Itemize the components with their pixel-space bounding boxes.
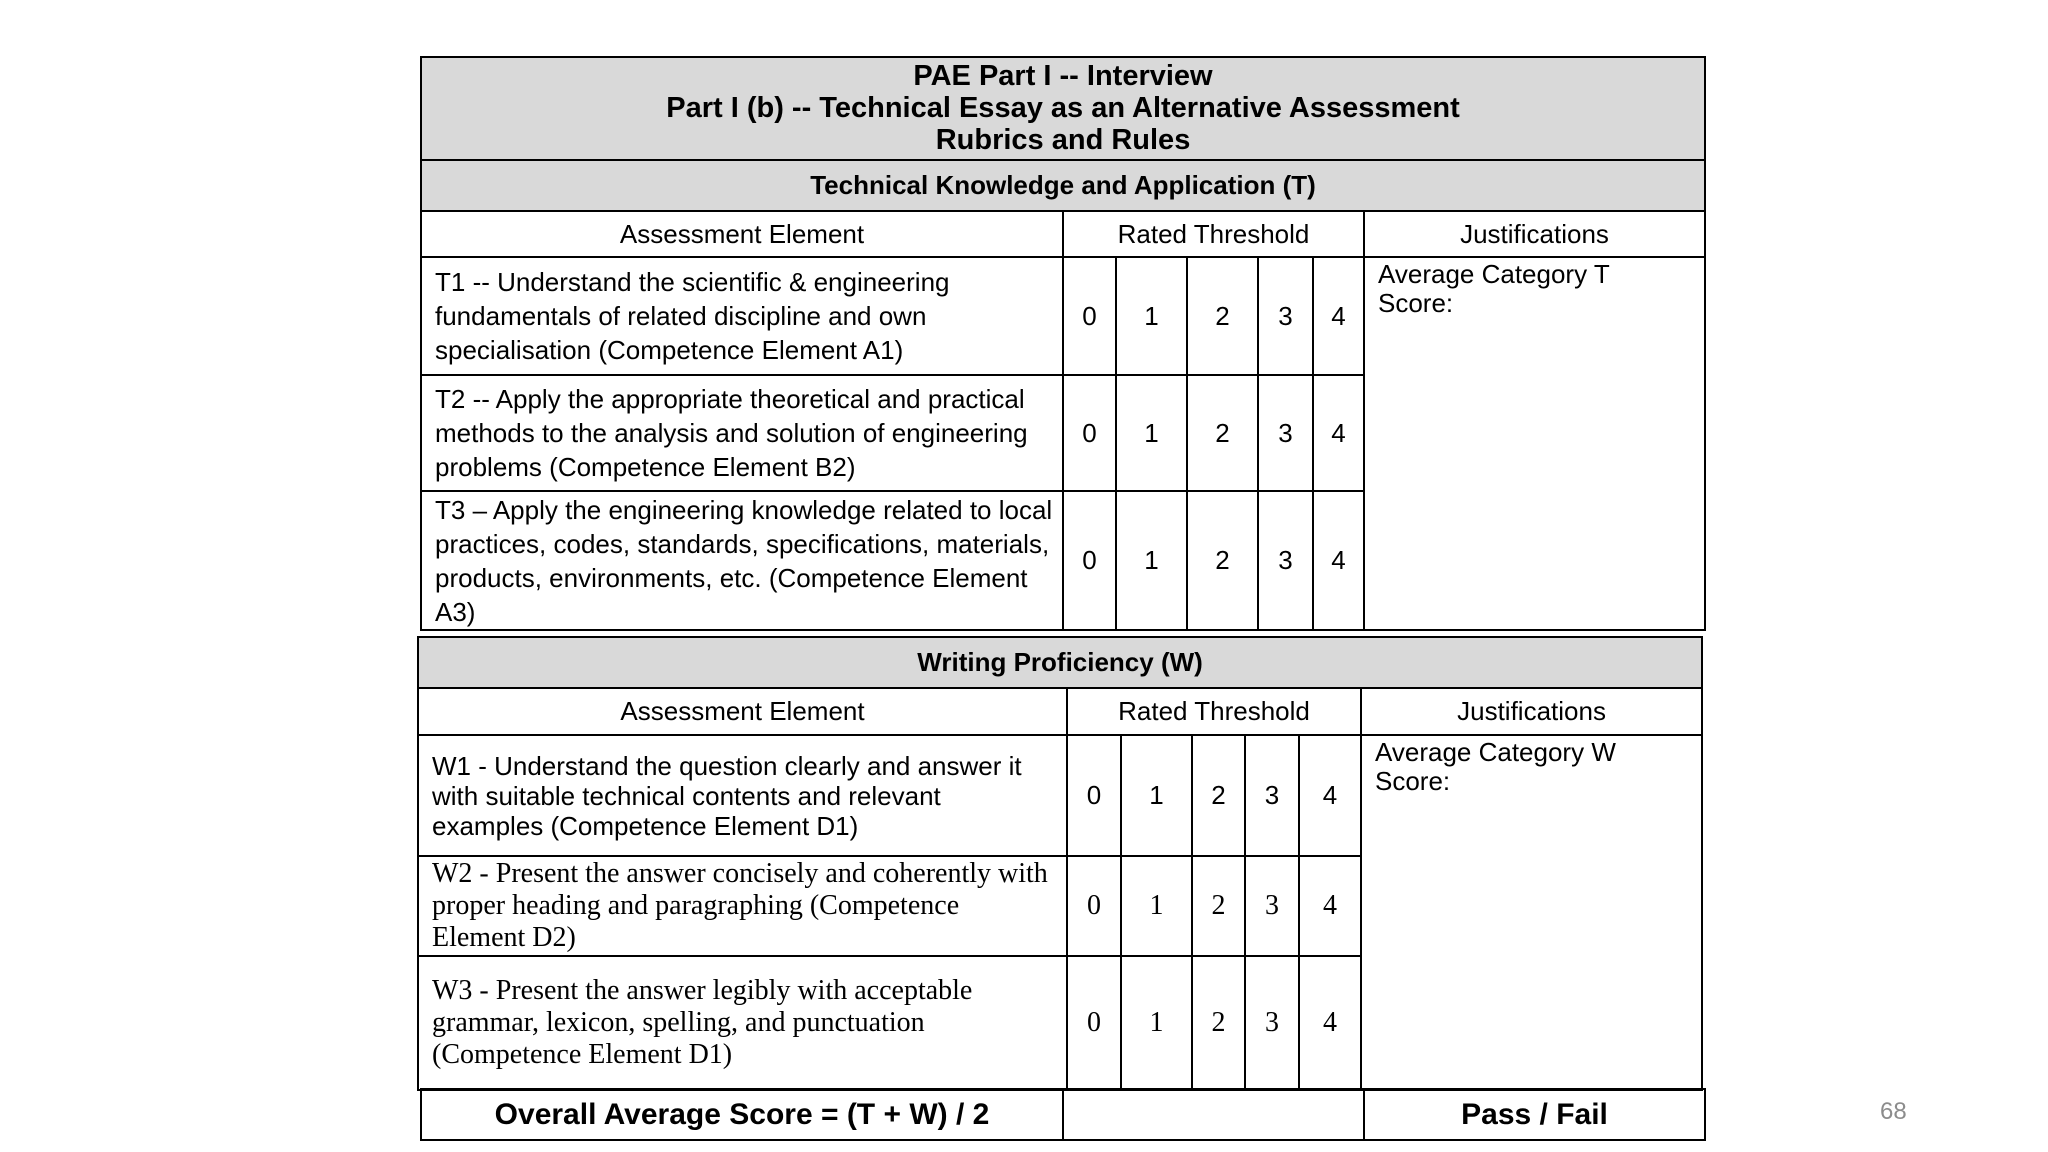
t3-score-3[interactable]: 3 xyxy=(1258,491,1313,630)
t2-score-1[interactable]: 1 xyxy=(1116,375,1187,491)
w2-score-3[interactable]: 3 xyxy=(1245,856,1299,956)
title-line-2: Part I (b) -- Technical Essay as an Alternative Assessment xyxy=(666,92,1460,124)
overall-score-value-cell[interactable] xyxy=(1063,1089,1364,1140)
writing-score-label: Score: xyxy=(1375,766,1451,796)
w1-element: W1 - Understand the question clearly and answer it with suitable technical contents and relevant examples (Competence Element D1) xyxy=(418,735,1067,856)
t2-score-0[interactable]: 0 xyxy=(1063,375,1116,491)
w2-score-0[interactable]: 0 xyxy=(1067,856,1121,956)
t1-score-0[interactable]: 0 xyxy=(1063,257,1116,375)
writing-justification-label: Average Category W xyxy=(1375,737,1616,767)
overall-average-score-label: Overall Average Score = (T + W) / 2 xyxy=(421,1089,1063,1140)
t3-score-0[interactable]: 0 xyxy=(1063,491,1116,630)
technical-score-label: Score: xyxy=(1378,288,1454,318)
t3-score-4[interactable]: 4 xyxy=(1313,491,1364,630)
pass-fail-label: Pass / Fail xyxy=(1364,1089,1705,1140)
technical-justification-cell[interactable] xyxy=(1364,257,1705,630)
title-line-3: Rubrics and Rules xyxy=(935,124,1191,156)
w3-score-2[interactable]: 2 xyxy=(1192,956,1245,1090)
t1-score-3[interactable]: 3 xyxy=(1258,257,1313,375)
writing-proficiency-table xyxy=(417,636,1703,1091)
title-line-1: PAE Part I -- Interview xyxy=(913,60,1213,92)
w3-score-1[interactable]: 1 xyxy=(1121,956,1192,1090)
writing-justifications-header: Justifications xyxy=(1361,688,1702,735)
w3-score-0[interactable]: 0 xyxy=(1067,956,1121,1090)
t2-element: T2 -- Apply the appropriate theoretical and practical methods to the analysis and solution of engineering problems (Competence Element B2) xyxy=(421,375,1063,491)
page-number: 68 xyxy=(1880,1098,1907,1125)
rated-threshold-header: Rated Threshold xyxy=(1063,211,1364,257)
w2-score-2[interactable]: 2 xyxy=(1192,856,1245,956)
technical-section-heading: Technical Knowledge and Application (T) xyxy=(421,160,1705,211)
writing-justification-cell[interactable] xyxy=(1361,735,1702,1090)
writing-section-heading: Writing Proficiency (W) xyxy=(418,637,1702,688)
writing-rated-threshold-header: Rated Threshold xyxy=(1067,688,1361,735)
document-title xyxy=(421,57,1705,160)
t3-score-2[interactable]: 2 xyxy=(1187,491,1258,630)
w1-score-3[interactable]: 3 xyxy=(1245,735,1299,856)
writing-assessment-element-header: Assessment Element xyxy=(418,688,1067,735)
t1-score-4[interactable]: 4 xyxy=(1313,257,1364,375)
t2-score-3[interactable]: 3 xyxy=(1258,375,1313,491)
w2-score-4[interactable]: 4 xyxy=(1299,856,1361,956)
w1-score-0[interactable]: 0 xyxy=(1067,735,1121,856)
w2-score-1[interactable]: 1 xyxy=(1121,856,1192,956)
justifications-header: Justifications xyxy=(1364,211,1705,257)
t1-score-1[interactable]: 1 xyxy=(1116,257,1187,375)
t3-score-1[interactable]: 1 xyxy=(1116,491,1187,630)
t2-score-4[interactable]: 4 xyxy=(1313,375,1364,491)
t1-score-2[interactable]: 2 xyxy=(1187,257,1258,375)
t1-element: T1 -- Understand the scientific & engineering fundamentals of related discipline and own specialisation (Competence Element A1) xyxy=(421,257,1063,375)
w1-score-4[interactable]: 4 xyxy=(1299,735,1361,856)
assessment-element-header: Assessment Element xyxy=(421,211,1063,257)
technical-knowledge-table xyxy=(420,56,1706,631)
t2-score-2[interactable]: 2 xyxy=(1187,375,1258,491)
overall-score-table xyxy=(420,1088,1706,1141)
w1-score-2[interactable]: 2 xyxy=(1192,735,1245,856)
t3-element: T3 – Apply the engineering knowledge related to local practices, codes, standards, specifications, materials, products, environments, etc. (Competence Element A3) xyxy=(421,491,1063,630)
w3-score-3[interactable]: 3 xyxy=(1245,956,1299,1090)
w3-score-4[interactable]: 4 xyxy=(1299,956,1361,1090)
w2-element: W2 - Present the answer concisely and coherently with proper heading and paragraphing (Competence Element D2) xyxy=(418,856,1067,956)
technical-justification-label: Average Category T xyxy=(1378,259,1610,289)
w1-score-1[interactable]: 1 xyxy=(1121,735,1192,856)
w3-element: W3 - Present the answer legibly with acceptable grammar, lexicon, spelling, and punctuation (Competence Element D1) xyxy=(418,956,1067,1090)
